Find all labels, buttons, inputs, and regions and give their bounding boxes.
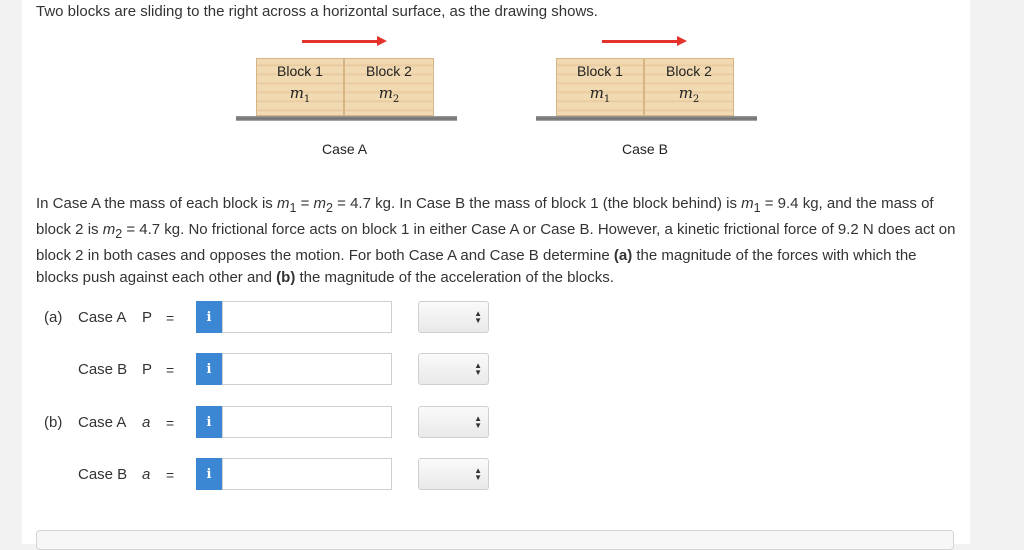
variable-label: P — [142, 361, 153, 378]
equals-sign: = — [166, 415, 175, 431]
case-label: Case A — [78, 414, 127, 431]
block-mass: $m_1$ — [589, 84, 611, 105]
info-icon-button[interactable]: i — [196, 301, 222, 333]
variable-label: P — [142, 309, 153, 326]
block-label: Block 2 — [366, 63, 412, 79]
block-mass: $m_2$ — [678, 84, 700, 105]
block-mass: $m_1$ — [289, 84, 311, 105]
answer-row-b-case-a — [0, 406, 520, 438]
info-icon-button[interactable]: i — [196, 458, 222, 490]
variable-label: a — [142, 414, 151, 431]
case-label: Case B — [78, 466, 128, 483]
problem-statement: In Case A the mass of each block is $m_1 = m_2 = 4.7$ kg. In Case B the mass of block 1 (the block behind) is $m_1 = 9.4$ kg, and the mass of block 2 is $m_2 = 4.7$ kg. No frictional force acts on block 1 in either Case A or Case B. However, a kinetic frictional force of 9.2 N does act on block 2 in both cases and opposes the motion. For both Case A and Case B determine (a) the magnitude of the forces with which the blocks push against each other and (b) the magnitude of the acceleration of the blocks. — [36, 195, 956, 286]
unit-select-a-case-b[interactable] — [418, 353, 489, 385]
answer-input-a-case-a[interactable] — [222, 301, 392, 333]
select-arrows-icon: ▲ ▼ — [474, 414, 482, 430]
unit-select-a-case-a[interactable] — [418, 301, 489, 333]
equals-sign: = — [166, 310, 175, 326]
answer-input-a-case-b[interactable] — [222, 353, 392, 385]
intro-text: Two blocks are sliding to the right across a horizontal surface, as the drawing shows. — [36, 3, 598, 20]
block-mass: $m_2$ — [378, 84, 400, 105]
part-label-a: (a) — [44, 309, 63, 326]
answer-row-a-case-b — [0, 353, 520, 385]
block-2-case-b — [644, 58, 734, 116]
bottom-panel — [36, 530, 954, 550]
unit-select-b-case-b[interactable] — [418, 458, 489, 490]
block-label: Block 1 — [277, 63, 323, 79]
motion-arrow-case-b — [602, 40, 679, 43]
select-arrows-icon: ▲ ▼ — [474, 466, 482, 482]
equals-sign: = — [166, 362, 175, 378]
block-1-case-b — [556, 58, 644, 116]
case-a-caption: Case A — [322, 141, 368, 157]
info-icon-button[interactable]: i — [196, 406, 222, 438]
answer-input-b-case-b[interactable] — [222, 458, 392, 490]
block-label: Block 1 — [577, 63, 623, 79]
block-1-case-a — [256, 58, 344, 116]
variable-label: a — [142, 466, 151, 483]
equals-sign: = — [166, 467, 175, 483]
unit-select-b-case-a[interactable] — [418, 406, 489, 438]
case-b-caption: Case B — [622, 141, 668, 157]
case-label: Case A — [78, 309, 127, 326]
motion-arrow-case-a — [302, 40, 379, 43]
answer-input-b-case-a[interactable] — [222, 406, 392, 438]
answer-row-a-case-a — [0, 301, 520, 333]
select-arrows-icon: ▲ ▼ — [474, 361, 482, 377]
answer-row-b-case-b — [0, 458, 520, 490]
select-arrows-icon: ▲ ▼ — [474, 309, 482, 325]
info-icon-button[interactable]: i — [196, 353, 222, 385]
block-2-case-a — [344, 58, 434, 116]
part-label-b: (b) — [44, 414, 63, 431]
block-label: Block 2 — [666, 63, 712, 79]
case-label: Case B — [78, 361, 128, 378]
floor-case-a — [236, 116, 457, 121]
floor-case-b — [536, 116, 757, 121]
